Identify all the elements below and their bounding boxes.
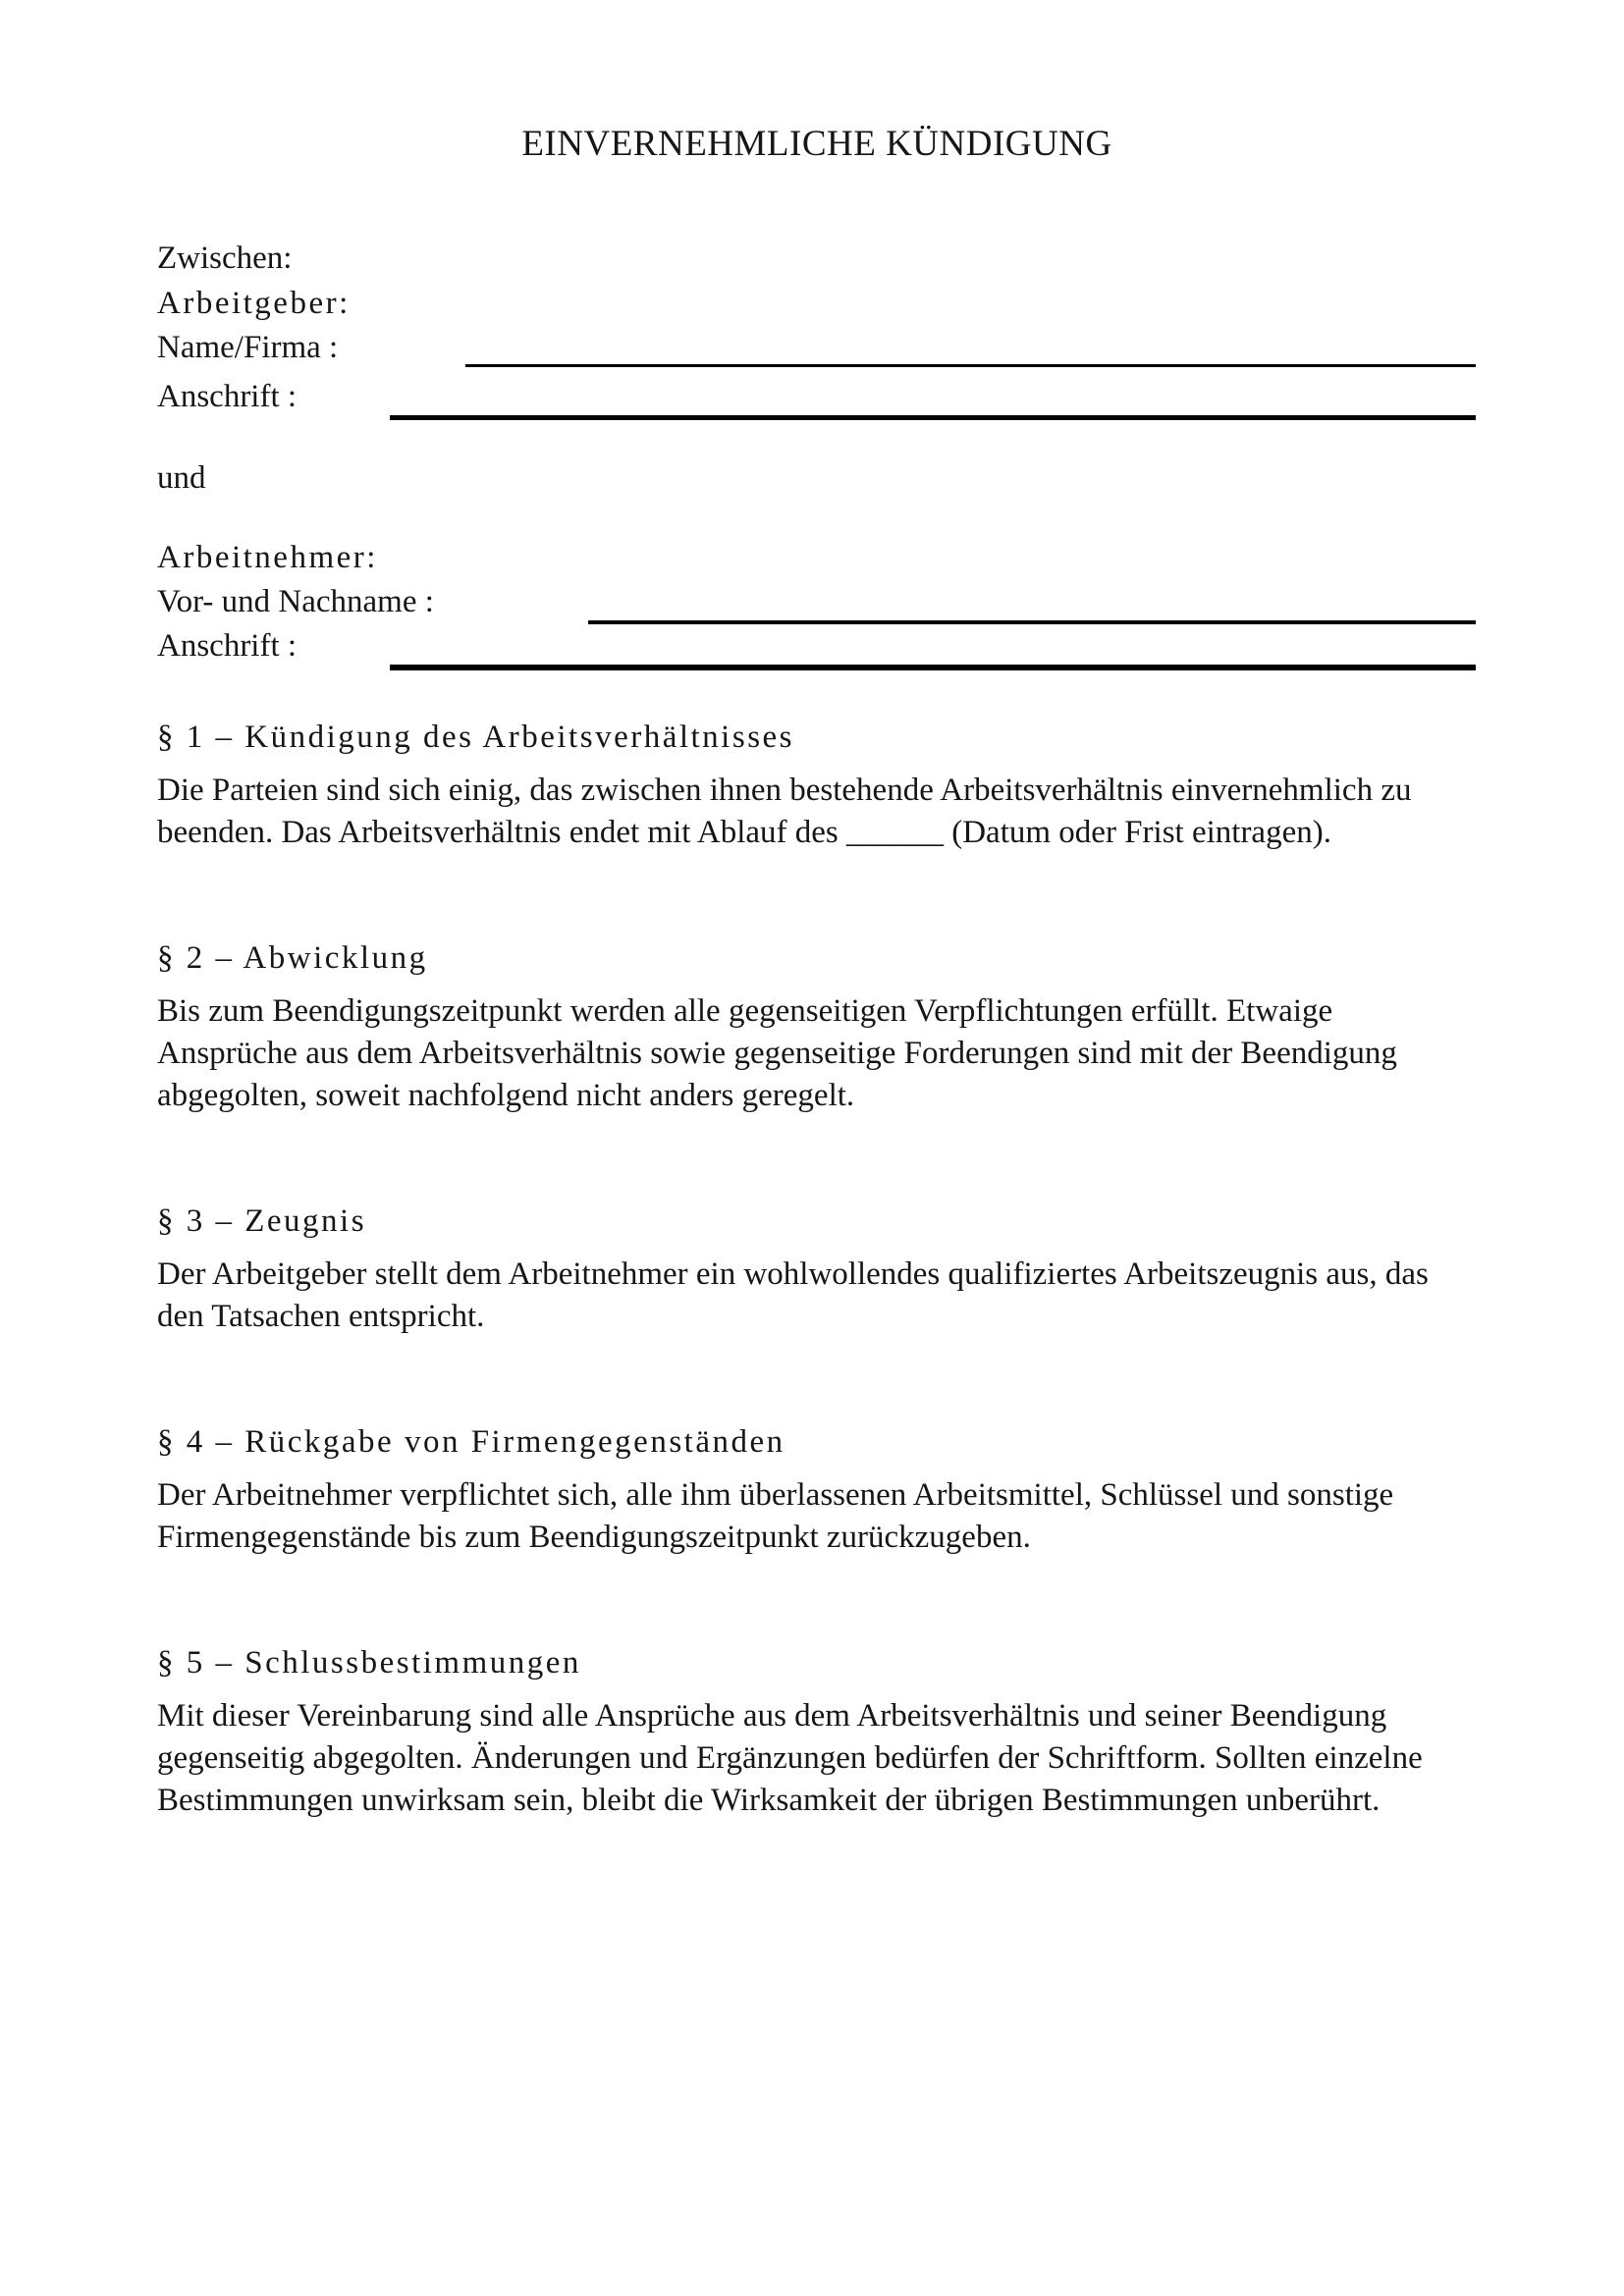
employer-name-label: Name/Firma : [157,330,339,365]
employee-address-line [390,665,1476,670]
connector-und: und [157,460,206,496]
section-4-heading: § 4 – Rückgabe von Firmengegenständen [157,1424,785,1460]
section-5-heading: § 5 – Schlussbestimmungen [157,1645,581,1681]
employee-role-label: Arbeitnehmer: [157,540,378,575]
section-2-body: Bis zum Beendigungszeitpunkt werden alle gegenseitigen Verpflichtungen erfüllt. Etwaige Ansprüche aus dem Arbeitsverhältnis sowie gegenseitige Forderungen sind mit der Beendigung abgegolten, soweit nachfolgend nicht anders geregelt. [157,993,1397,1113]
section-4 [157,1421,1477,1559]
employer-name-line [465,364,1476,367]
employee-name-label: Vor- und Nachname : [157,584,434,619]
section-2-heading: § 2 – Abwicklung [157,940,428,976]
section-3-heading: § 3 – Zeugnis [157,1203,367,1239]
employer-address-row [157,376,1477,418]
section-4-body: Der Arbeitnehmer verpflichtet sich, alle ihm überlassenen Arbeitsmittel, Schlüssel und sonstige Firmengegenstände bis zum Beendigungszeitpunkt zurückzugeben. [157,1477,1394,1555]
employer-name-row [157,327,1477,369]
employer-address-label: Anschrift : [157,379,298,414]
employee-address-label: Anschrift : [157,628,298,664]
employee-name-row [157,581,1477,623]
employee-name-line [588,620,1476,624]
section-3 [157,1201,1477,1338]
zwischen-label: Zwischen: [157,240,293,276]
employer-address-line [390,415,1476,420]
section-1-heading: § 1 – Kündigung des Arbeitsverhältnisses [157,720,795,755]
section-1-body: Die Parteien sind sich einig, das zwischen ihnen bestehende Arbeitsverhältnis einvernehmlich zu beenden. Das Arbeitsverhältnis endet mit Ablauf des ______ (Datum oder Frist eintragen). [157,773,1412,850]
section-5-body: Mit dieser Vereinbarung sind alle Ansprüche aus dem Arbeitsverhältnis und seiner Beendigung gegenseitig abgegolten. Änderungen und Ergänzungen bedürfen der Schriftform. Sollten einzelne Bestimmungen unwirksam sein, bleibt die Wirksamkeit der übrigen Bestimmungen unberührt. [157,1698,1423,1818]
section-5 [157,1642,1477,1822]
section-2 [157,937,1477,1117]
employer-role-label: Arbeitgeber: [157,286,351,321]
page-title: EINVERNEHMLICHE KÜNDIGUNG [521,124,1112,164]
section-3-body: Der Arbeitgeber stellt dem Arbeitnehmer ein wohlwollendes qualifiziertes Arbeitszeugnis aus, das den Tatsachen entspricht. [157,1256,1429,1334]
section-1 [157,717,1477,854]
employee-address-row [157,625,1477,667]
